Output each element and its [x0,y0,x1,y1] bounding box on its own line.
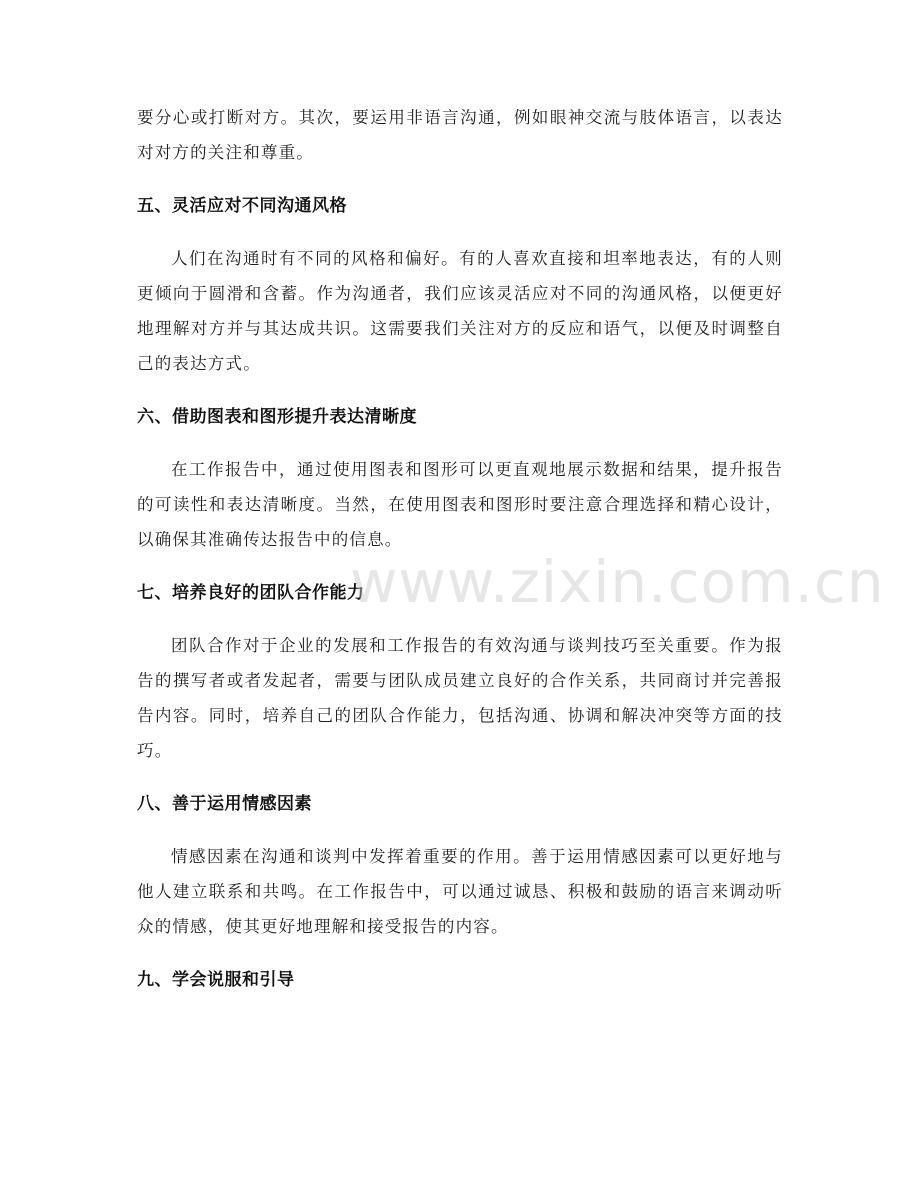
section-body-6: 在工作报告中，通过使用图表和图形可以更直观地展示数据和结果，提升报告的可读性和表达清晰度。当然，在使用图表和图形时要注意合理选择和精心设计，以确保其准确传达报告中的信息。 [137,460,783,549]
watermark: www.zixin.com.cn [350,548,885,616]
section-body-5: 人们在沟通时有不同的风格和偏好。有的人喜欢直接和坦率地表达，有的人则更倾向于圆滑和含蓄。作为沟通者，我们应该灵活应对不同的沟通风格，以便更好地理解对方并与其达成共识。这需要我们关注对方的反应和语气，以便及时调整自己的表达方式。 [137,249,783,373]
section-heading-8: 八、善于运用情感因素 [137,794,312,814]
section-heading-9: 九、学会说服和引导 [137,970,295,990]
document-content [137,100,783,998]
section-heading-5: 五、灵活应对不同沟通风格 [137,196,347,216]
intro-paragraph: 要分心或打断对方。其次，要运用非语言沟通，例如眼神交流与肢体语言，以表达对对方的关注和尊重。 [137,108,783,162]
section-heading-6: 六、借助图表和图形提升表达清晰度 [137,407,417,427]
section-body-7: 团队合作对于企业的发展和工作报告的有效沟通与谈判技巧至关重要。作为报告的撰写者或者发起者，需要与团队成员建立良好的合作关系，共同商讨并完善报告内容。同时，培养自己的团队合作能力，包括沟通、协调和解决冲突等方面的技巧。 [137,636,783,760]
section-heading-7: 七、培养良好的团队合作能力 [137,583,365,603]
section-body-8: 情感因素在沟通和谈判中发挥着重要的作用。善于运用情感因素可以更好地与他人建立联系和共鸣。在工作报告中，可以通过诚恳、积极和鼓励的语言来调动听众的情感，使其更好地理解和接受报告的内容。 [137,847,783,936]
